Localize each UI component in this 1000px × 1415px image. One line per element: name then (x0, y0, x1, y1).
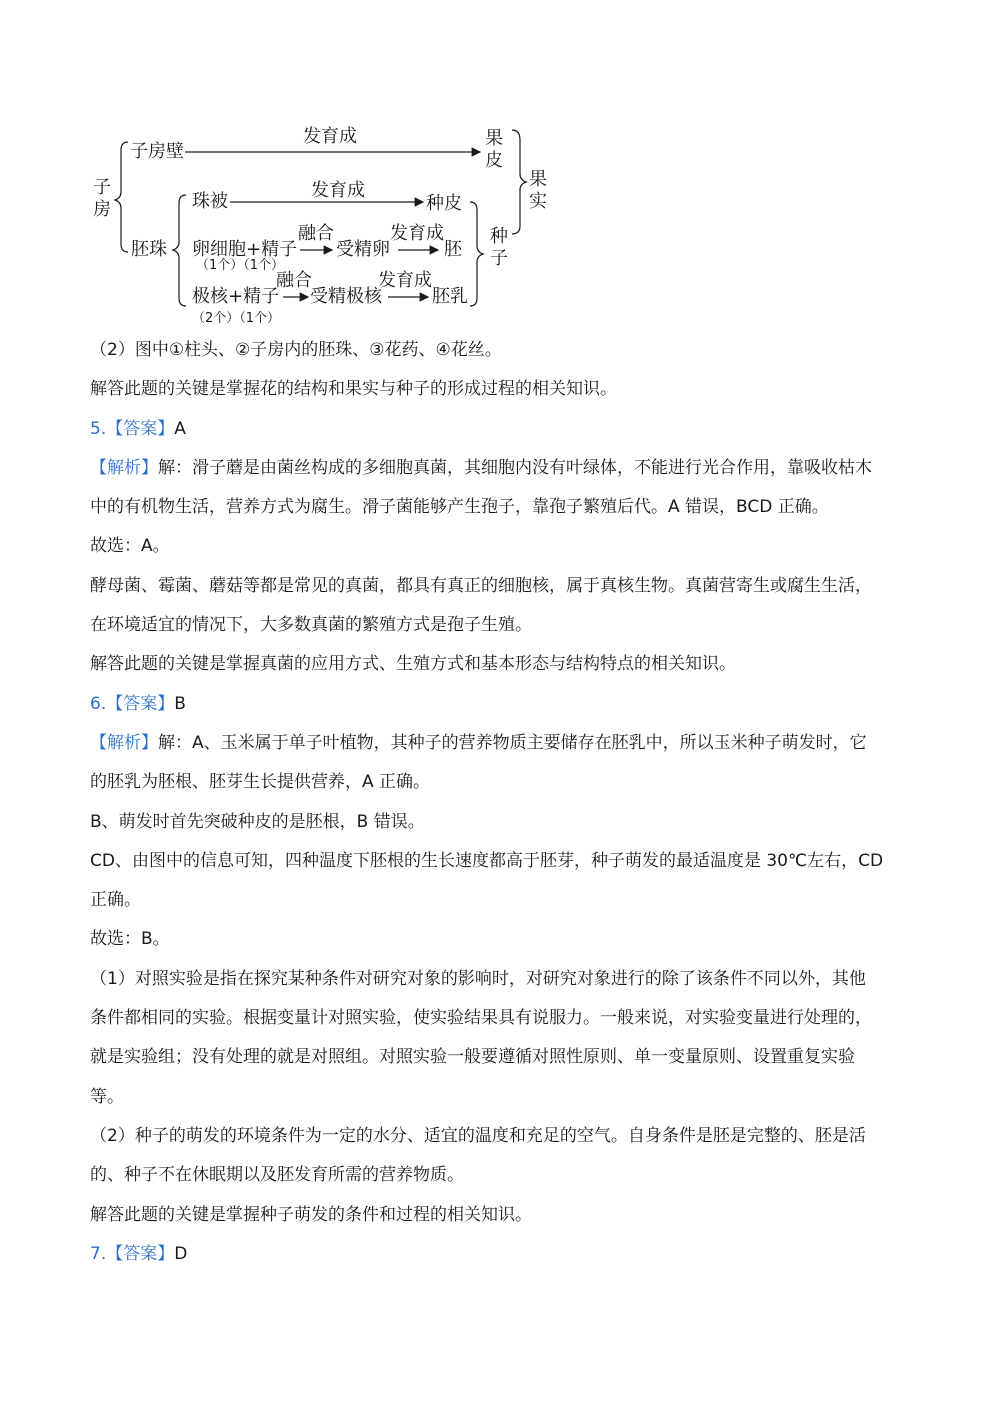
label-fertilized-egg: 受精卵 (336, 239, 390, 260)
label-integument: 珠被 (192, 191, 228, 212)
text-line: 故选：B。 (90, 929, 170, 950)
label-seed: 种子 (490, 226, 508, 269)
label-develops-1: 发育成 (303, 126, 357, 147)
label-embryo: 胚 (444, 239, 462, 260)
text-line: CD、由图中的信息可知，四种温度下胚根的生长速度都高于胚芽，种子萌发的最适温度是 30℃左右，CD (90, 850, 884, 871)
label-ovary-wall: 子房壁 (130, 141, 184, 162)
text-line: 条件都相同的实验。根据变量计对照实验，使实验结果具有说服力。一般来说，对实验变量进行处理的， (90, 1008, 872, 1029)
text-line: B、萌发时首先突破种皮的是胚根，B 错误。 (90, 811, 425, 832)
answer-value: B (174, 693, 186, 714)
answer-tag: 【答案】 (106, 693, 175, 714)
text-line: 解答此题的关键是掌握真菌的应用方式、生殖方式和基本形态与结构特点的相关知识。 (90, 654, 736, 675)
label-endosperm: 胚乳 (432, 286, 468, 307)
text-line: 在环境适宜的情况下，大多数真菌的繁殖方式是孢子生殖。 (90, 615, 532, 636)
label-fertilized-polar: 受精极核 (310, 286, 382, 307)
answer-line-6 (90, 685, 910, 724)
text-line: 等。 (90, 1086, 124, 1107)
ovule-brace (173, 195, 186, 306)
label-fruit: 果实 (529, 169, 547, 212)
answer-tag: 【答案】 (106, 418, 175, 439)
analysis-tag: 【解析】 (90, 457, 158, 478)
label-pericarp: 果皮 (485, 128, 503, 171)
label-count-polar: （2个）（1个） (192, 311, 281, 326)
text-line: （2）种子的萌发的环境条件为一定的水分、适宜的温度和充足的空气。自身条件是胚是完整的、胚是活 (90, 1125, 866, 1146)
label-fuse-2: 融合 (276, 270, 312, 291)
answer-line-7 (90, 1235, 910, 1274)
answer-value: D (174, 1243, 188, 1264)
question-number: 7. (90, 1243, 107, 1264)
question-number: 6. (90, 693, 107, 714)
text-line: 就是实验组；没有处理的就是对照组。对照实验一般要遵循对照性原则、单一变量原则、设置重复实验 (90, 1047, 855, 1068)
text-line: 正确。 (90, 890, 141, 911)
text-line: （2）图中①柱头、②子房内的胚珠、③花药、④花丝。 (90, 340, 502, 360)
analysis-line: 【解析】解：A、玉米属于单子叶植物，其种子的营养物质主要储存在胚乳中，所以玉米种子萌发时，它 (90, 732, 867, 753)
label-develops-4: 发育成 (378, 270, 432, 291)
text-line: 解答此题的关键是掌握种子萌发的条件和过程的相关知识。 (90, 1204, 532, 1225)
text-line: 的胚乳为胚根、胚芽生长提供营养，A 正确。 (90, 772, 431, 793)
analysis-tag: 【解析】 (90, 732, 158, 753)
fruit-brace (512, 130, 526, 234)
answer-text-body (90, 331, 910, 1274)
label-count-egg: （1个）（1个） (196, 258, 285, 273)
text-line: 酵母菌、霉菌、蘑菇等都是常见的真菌，都具有真正的细胞核，属于真核生物。真菌营寄生或腐生生活， (90, 575, 872, 596)
text-line: 故选：A。 (90, 536, 170, 557)
label-fuse-1: 融合 (298, 223, 334, 244)
text-line: （1）对照实验是指在探究某种条件对研究对象的影响时，对研究对象进行的除了该条件不同以外，其他 (90, 968, 866, 989)
answer-value: A (174, 418, 186, 439)
text-line: 中的有机物生活，营养方式为腐生。滑子菌能够产生孢子，靠孢子繁殖后代。A 错误，BCD 正确。 (90, 497, 829, 518)
label-ovary: 子房 (93, 177, 111, 220)
text-line: 的、种子不在休眠期以及胚发育所需的营养物质。 (90, 1165, 464, 1186)
seed-brace (470, 202, 483, 306)
label-ovule: 胚珠 (131, 239, 167, 260)
label-develops-3: 发育成 (390, 223, 444, 244)
analysis-line: 【解析】解：滑子蘑是由菌丝构成的多细胞真菌，其细胞内没有叶绿体，不能进行光合作用，靠吸收枯木 (90, 457, 872, 478)
answer-tag: 【答案】 (106, 1243, 175, 1264)
fruit-formation-diagram (88, 120, 568, 335)
answer-line-5 (90, 410, 910, 449)
text-line: 解答此题的关键是掌握花的结构和果实与种子的形成过程的相关知识。 (90, 379, 617, 400)
question-number: 5. (90, 418, 107, 439)
ovary-brace (115, 142, 128, 252)
label-polar-sperm: 极核+精子 (192, 286, 280, 307)
label-seed-coat: 种皮 (426, 193, 462, 214)
label-develops-2: 发育成 (311, 180, 365, 201)
label-egg-sperm: 卵细胞+精子 (192, 239, 298, 260)
